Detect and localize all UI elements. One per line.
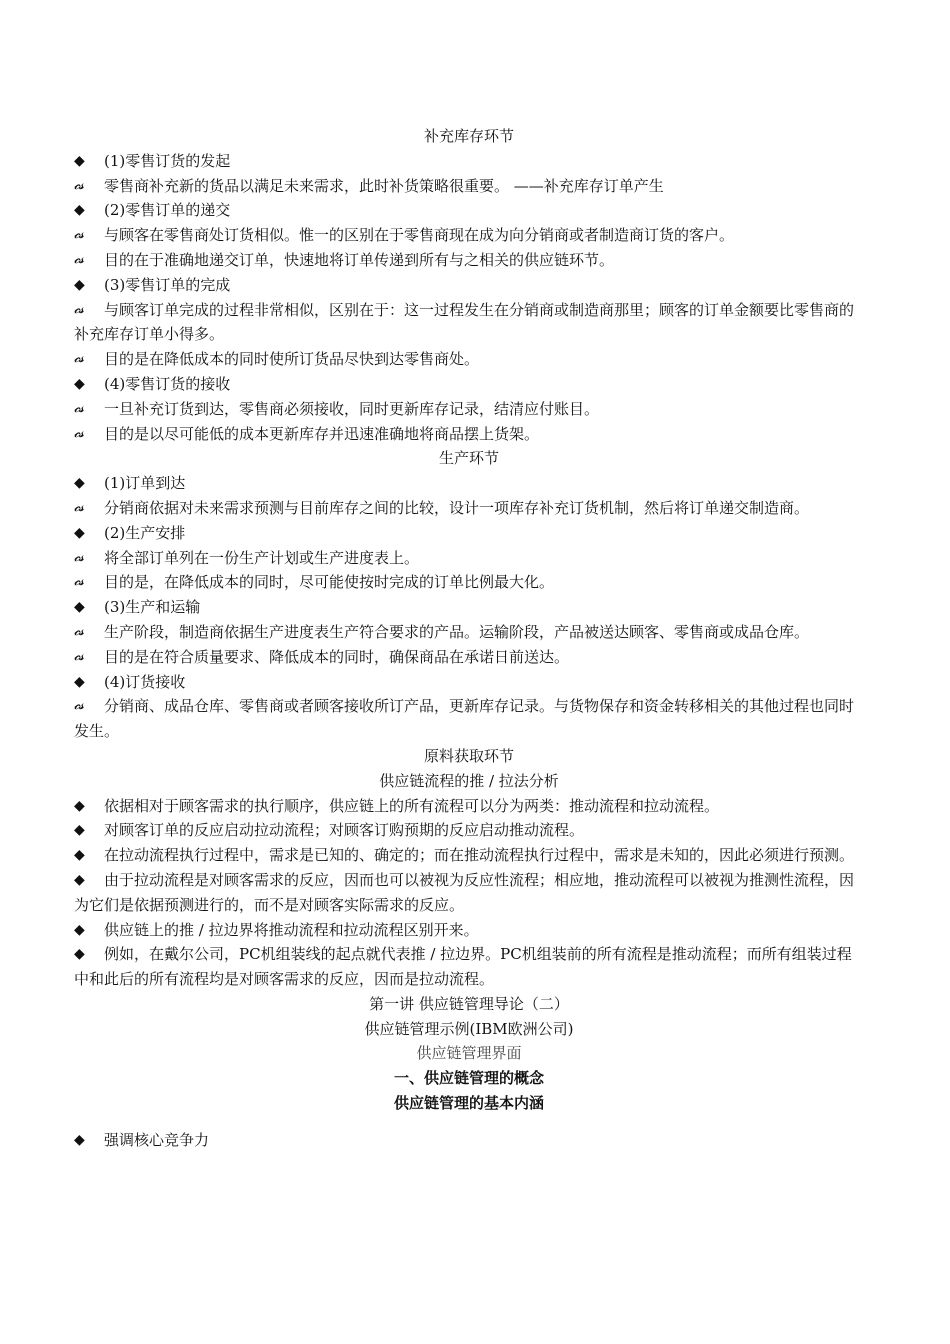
swirl-bullet-item bbox=[74, 397, 864, 422]
swirl-bullet-icon: 𝓬𝓼 bbox=[74, 698, 84, 714]
bullet-text: 目的是以尽可能低的成本更新库存并迅速准确地将商品摆上货架。 bbox=[104, 424, 540, 443]
swirl-bullet-icon: 𝓬𝓼 bbox=[74, 648, 84, 664]
diamond-bullet-item bbox=[74, 843, 864, 868]
section-heading: 补充库存环节 bbox=[423, 127, 514, 145]
diamond-bullet-icon: ◆ bbox=[74, 524, 85, 541]
section-heading: 生产环节 bbox=[438, 449, 499, 468]
bullet-text: 依据相对于顾客需求的执行顺序，供应链上的所有流程可以分为两类：推动流程和拉动流程。 bbox=[104, 796, 720, 815]
section-heading: 第一讲 供应链管理导论（二） bbox=[369, 994, 569, 1013]
swirl-bullet-icon: 𝓬𝓼 bbox=[74, 400, 84, 416]
diamond-bullet-icon: ◆ bbox=[74, 822, 85, 839]
diamond-bullet-icon: ◆ bbox=[74, 276, 85, 293]
swirl-bullet-icon: 𝓬𝓼 bbox=[74, 177, 84, 193]
diamond-bullet-item bbox=[74, 670, 864, 695]
diamond-bullet-icon: ◆ bbox=[74, 673, 85, 690]
diamond-bullet-icon: ◆ bbox=[74, 797, 85, 814]
diamond-bullet-icon: ◆ bbox=[74, 152, 85, 169]
swirl-bullet-icon: 𝓬𝓼 bbox=[74, 351, 84, 367]
document-body bbox=[74, 124, 864, 1153]
diamond-bullet-icon: ◆ bbox=[74, 921, 85, 938]
swirl-bullet-icon: 𝓬𝓼 bbox=[74, 227, 84, 243]
bullet-text: 供应链上的推 / 拉边界将推动流程和拉动流程区别开来。 bbox=[104, 920, 479, 939]
diamond-bullet-item bbox=[74, 595, 864, 620]
bullet-text: 与顾客在零售商处订货相似。惟一的区别在于零售商现在成为向分销商或者制造商订货的客户。 bbox=[104, 226, 735, 245]
diamond-bullet-item bbox=[74, 1128, 864, 1153]
section-heading: 供应链管理的基本内涵 bbox=[393, 1094, 544, 1113]
swirl-bullet-icon: 𝓬𝓼 bbox=[74, 301, 84, 317]
swirl-bullet-icon: 𝓬𝓼 bbox=[74, 549, 84, 565]
diamond-bullet-icon: ◆ bbox=[74, 475, 85, 492]
bullet-text: 目的是在符合质量要求、降低成本的同时，确保商品在承诺日前送达。 bbox=[104, 647, 570, 666]
bullet-text: 分销商、成品仓库、零售商或者顾客接收所订产品，更新库存记录。与货物保存和资金转移相关的其他过程也同时发生。 bbox=[74, 697, 855, 741]
diamond-bullet-icon: ◆ bbox=[74, 871, 85, 888]
section-heading: 供应链管理界面 bbox=[416, 1044, 522, 1063]
bullet-text: (3)生产和运输 bbox=[104, 598, 201, 617]
bullet-text: (3)零售订单的完成 bbox=[104, 275, 231, 294]
diamond-bullet-item bbox=[74, 521, 864, 546]
swirl-bullet-item bbox=[74, 347, 864, 372]
diamond-bullet-item bbox=[74, 794, 864, 819]
swirl-bullet-item bbox=[74, 422, 864, 447]
bullet-text: 零售商补充新的货品以满足未来需求，此时补货策略很重要。 ——补充库存订单产生 bbox=[104, 176, 664, 195]
diamond-bullet-item bbox=[74, 372, 864, 397]
bullet-text: 生产阶段，制造商依据生产进度表生产符合要求的产品。运输阶段，产品被送达顾客、零售商或成品仓库。 bbox=[104, 622, 810, 641]
bullet-text: 对顾客订单的反应启动拉动流程；对顾客订购预期的反应启动推动流程。 bbox=[104, 821, 585, 840]
bullet-text: 强调核心竞争力 bbox=[104, 1130, 210, 1149]
swirl-bullet-item bbox=[74, 496, 864, 521]
swirl-bullet-icon: 𝓬𝓼 bbox=[74, 499, 84, 515]
swirl-bullet-item bbox=[74, 694, 864, 744]
bullet-text: (2)零售订单的递交 bbox=[104, 201, 231, 220]
diamond-bullet-item bbox=[74, 273, 864, 298]
diamond-bullet-item bbox=[74, 471, 864, 496]
diamond-bullet-icon: ◆ bbox=[74, 946, 85, 963]
swirl-bullet-icon: 𝓬𝓼 bbox=[74, 574, 84, 590]
diamond-bullet-item bbox=[74, 149, 864, 174]
diamond-bullet-icon: ◆ bbox=[74, 1131, 85, 1148]
bullet-text: (4)零售订货的接收 bbox=[104, 374, 231, 393]
swirl-bullet-item bbox=[74, 645, 864, 670]
section-heading: 一、供应链管理的概念 bbox=[393, 1069, 544, 1088]
diamond-bullet-item bbox=[74, 918, 864, 943]
bullet-text: 例如，在戴尔公司，PC机组装线的起点就代表推 / 拉边界。PC机组装前的所有流程是推动流程；而所有组装过程中和此后的所有流程均是对顾客需求的反应，因而是拉动流程。 bbox=[74, 945, 852, 989]
swirl-bullet-item bbox=[74, 248, 864, 273]
swirl-bullet-icon: 𝓬𝓼 bbox=[74, 251, 84, 267]
bullet-text: (1)订单到达 bbox=[104, 474, 186, 493]
bullet-text: 将全部订单列在一份生产计划或生产进度表上。 bbox=[104, 548, 420, 567]
diamond-bullet-item bbox=[74, 818, 864, 843]
diamond-bullet-icon: ◆ bbox=[74, 599, 85, 616]
bullet-text: (1)零售订货的发起 bbox=[104, 151, 231, 170]
swirl-bullet-item bbox=[74, 298, 864, 348]
section-heading: 原料获取环节 bbox=[423, 746, 514, 765]
bullet-text: 由于拉动流程是对顾客需求的反应，因而也可以被视为反应性流程；相应地，推动流程可以被视为推测性流程，因为它们是依据预测进行的，而不是对顾客实际需求的反应。 bbox=[74, 870, 855, 914]
swirl-bullet-item bbox=[74, 620, 864, 645]
swirl-bullet-item bbox=[74, 223, 864, 248]
bullet-text: 分销商依据对未来需求预测与目前库存之间的比较，设计一项库存补充订货机制，然后将订单递交制造商。 bbox=[104, 498, 810, 517]
swirl-bullet-item bbox=[74, 570, 864, 595]
diamond-bullet-icon: ◆ bbox=[74, 202, 85, 219]
bullet-text: (2)生产安排 bbox=[104, 523, 186, 542]
swirl-bullet-icon: 𝓬𝓼 bbox=[74, 623, 84, 639]
diamond-bullet-item bbox=[74, 868, 864, 918]
section-heading: 供应链流程的推 / 拉法分析 bbox=[379, 771, 559, 790]
bullet-text: 一旦补充订货到达，零售商必须接收，同时更新库存记录，结清应付账目。 bbox=[104, 399, 600, 418]
bullet-text: 与顾客订单完成的过程非常相似，区别在于：这一过程发生在分销商或制造商那里；顾客的订单金额要比零售商的补充库存订单小得多。 bbox=[74, 300, 855, 344]
swirl-bullet-item bbox=[74, 174, 864, 199]
diamond-bullet-icon: ◆ bbox=[74, 375, 85, 392]
swirl-bullet-item bbox=[74, 546, 864, 571]
diamond-bullet-item bbox=[74, 198, 864, 223]
bullet-text: 目的是，在降低成本的同时，尽可能使按时完成的订单比例最大化。 bbox=[104, 573, 555, 592]
bullet-text: 在拉动流程执行过程中，需求是已知的、确定的；而在推动流程执行过程中，需求是未知的，因此必须进行预测。 bbox=[104, 846, 855, 865]
bullet-text: (4)订货接收 bbox=[104, 672, 186, 691]
diamond-bullet-item bbox=[74, 942, 864, 992]
swirl-bullet-icon: 𝓬𝓼 bbox=[74, 425, 84, 441]
bullet-text: 目的是在降低成本的同时使所订货品尽快到达零售商处。 bbox=[104, 350, 480, 369]
diamond-bullet-icon: ◆ bbox=[74, 847, 85, 864]
bullet-text: 目的在于准确地递交订单，快速地将订单传递到所有与之相关的供应链环节。 bbox=[104, 250, 615, 269]
section-heading: 供应链管理示例(IBM欧洲公司) bbox=[364, 1019, 574, 1038]
spacer bbox=[74, 1116, 864, 1128]
